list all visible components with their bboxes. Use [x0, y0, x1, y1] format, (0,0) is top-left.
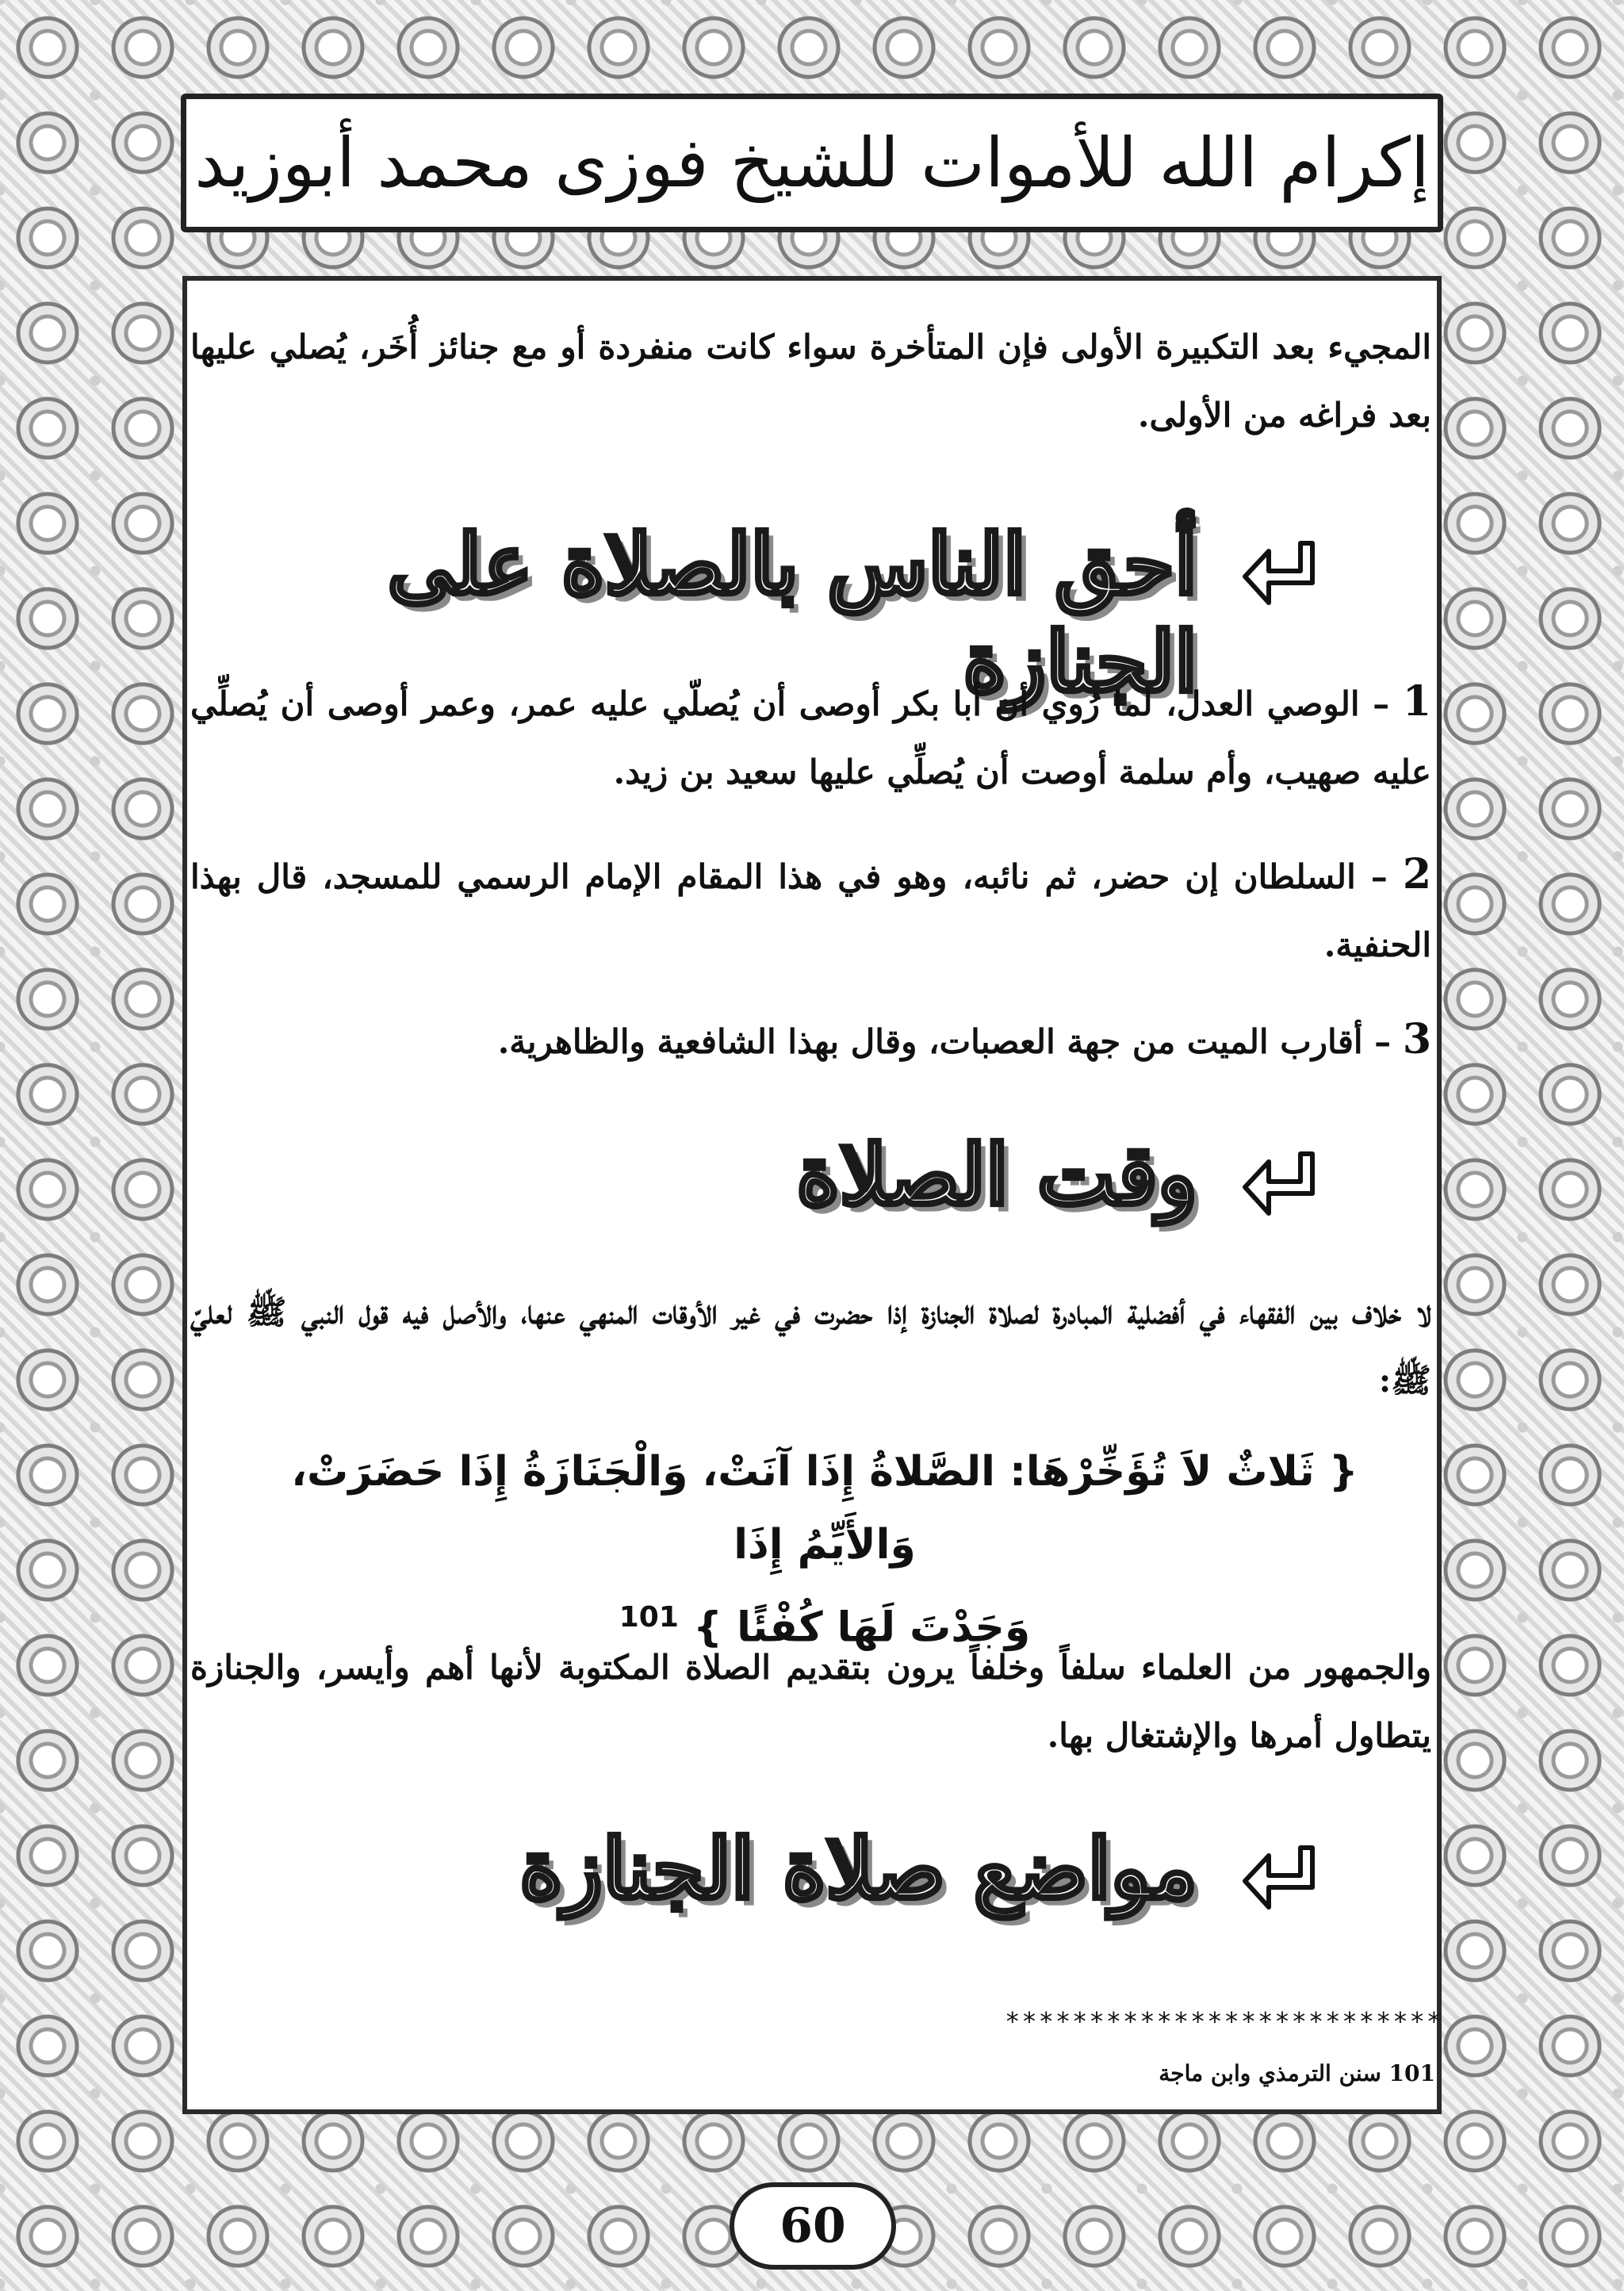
page-number-badge	[730, 2182, 896, 2270]
list-item	[190, 1006, 1431, 1076]
footnote-separator: **************************	[1005, 2006, 1443, 2036]
title-panel	[181, 94, 1443, 232]
section-heading-places: مواضع صلاة الجنازة	[519, 1820, 1197, 1917]
hook-arrow-icon	[1237, 527, 1332, 623]
item-text: – أقارب الميت من جهة العصبات، وقال بهذا الشافعية والظاهرية.	[497, 1022, 1392, 1061]
item-text: – الوصي العدل، لما رُوي أن أبا بكر أوصى أن يُصلّي عليه عمر، وعمر أوصى أن يُصلِّي عليه صهيب، وأم سلمة أوصت أن يُصلِّي عليها سعيد بن زيد.	[190, 684, 1431, 791]
majority-paragraph: والجمهور من العلماء سلفاً وخلفاً يرون بتقديم الصلاة المكتوبة لأنها أهم وأيسر، والجنازة يتطاول أمرها والإشتغال بها.	[190, 1648, 1431, 1755]
page-title: إكرام الله للأموات للشيخ فوزى محمد أبوزيد	[194, 123, 1430, 203]
section-heading-eligible: أحق الناس بالصلاة على الجنازة	[387, 515, 1197, 711]
footnote-number: 101	[1388, 2060, 1435, 2086]
item-number: 1	[1402, 677, 1431, 726]
footnote-ref: 101	[619, 1601, 679, 1634]
section-heading-time: وقت الصلاة	[796, 1126, 1197, 1224]
hadith-line: وَجَدْتَ لَهَا كُفْئًا } $^{101}$	[619, 1601, 1031, 1652]
item-text: – السلطان إن حضر، ثم نائبه، وهو في هذا المقام الإمام الرسمي للمسجد، قال بهذا الحنفية.	[190, 857, 1431, 964]
footnote-text: سنن الترمذي وابن ماجة	[1159, 2060, 1381, 2086]
list-item	[190, 841, 1431, 979]
hadith-line: { ثَلاثٌ لاَ تُؤَخِّرْهَا: الصَّلاةُ إِذَا آنَتْ، وَالْجَنَازَةُ إِذَا حَضَرَتْ، وَالأَيِّمُ إِذَا	[291, 1448, 1358, 1569]
footnote	[952, 2060, 1435, 2086]
hadith-quote	[230, 1435, 1419, 1664]
intro-paragraph: المجيء بعد التكبيرة الأولى فإن المتأخرة سواء كانت منفردة أو مع جنائز أُخَر، يُصلي عليها بعد فراغه من الأولى.	[190, 328, 1431, 435]
item-number: 2	[1402, 850, 1431, 898]
hook-arrow-icon	[1237, 1832, 1332, 1927]
time-paragraph: لا خلاف بين الفقهاء في أفضلية المبادرة لصلاة الجنازة إذا حضرت في غير الأوقات المنهي عنها، والأصل فيه قول النبي ﷺ لعليّ ﷺ:	[190, 1293, 1431, 1400]
hook-arrow-icon	[1237, 1138, 1332, 1233]
page-number: 60	[779, 2198, 846, 2254]
item-number: 3	[1402, 1015, 1431, 1063]
list-item	[190, 668, 1431, 806]
